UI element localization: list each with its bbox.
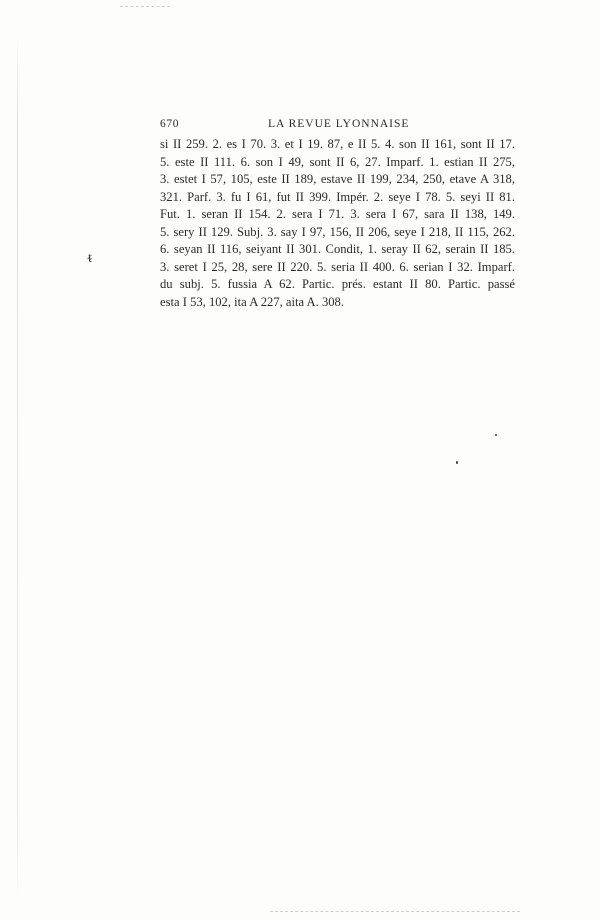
scan-artifact-top: [120, 6, 170, 8]
text-line: 321. Parf. 3. fu I 61, fut II 399. Impér. 2. seye I 78. 5. seyi II 81.: [160, 189, 515, 204]
body-paragraph: [160, 136, 515, 311]
page-header: [160, 118, 515, 134]
text-line: Fut. 1. seran II 154. 2. sera I 71. 3. sera I 67, sara II 138, 149.: [160, 207, 515, 221]
scan-artifact-left-edge: [17, 35, 18, 905]
ink-speck: [456, 461, 458, 464]
text-line: 3. estet I 57, 105, este II 189, estave II 199, 234, 250, etave A 318,: [160, 172, 515, 186]
text-line: 6. seyan II 116, seiyant II 301. Condit, 1. seray II 62, serain II 185.: [160, 242, 515, 256]
text-line: si II 259. 2. es I 70. 3. et I 19. 87, e II 5. 4. son II 161, sont II 17.: [160, 137, 515, 151]
text-line: 5. este II 111. 6. son I 49, sont II 6, 27. Imparf. 1. estian II 275,: [160, 154, 515, 169]
scan-artifact-bottom: [270, 911, 520, 913]
page-number: 670: [160, 118, 180, 130]
running-title: LA REVUE LYONNAISE: [268, 118, 410, 130]
text-line: du subj. 5. fussia A 62. Partic. prés. estant II 80. Partic. passé: [160, 277, 515, 291]
text-line: 5. sery II 129. Subj. 3. say I 97, 156, II 206, seye I 218, II 115, 262.: [160, 224, 515, 239]
text-line: 3. seret I 25, 28, sere II 220. 5. seria II 400. 6. serian I 32. Imparf.: [160, 259, 515, 274]
margin-annotation-mark: ᵵ: [88, 251, 92, 266]
text-line: esta I 53, 102, ita A 227, aita A. 308.: [160, 294, 344, 309]
ink-speck: [495, 434, 497, 436]
